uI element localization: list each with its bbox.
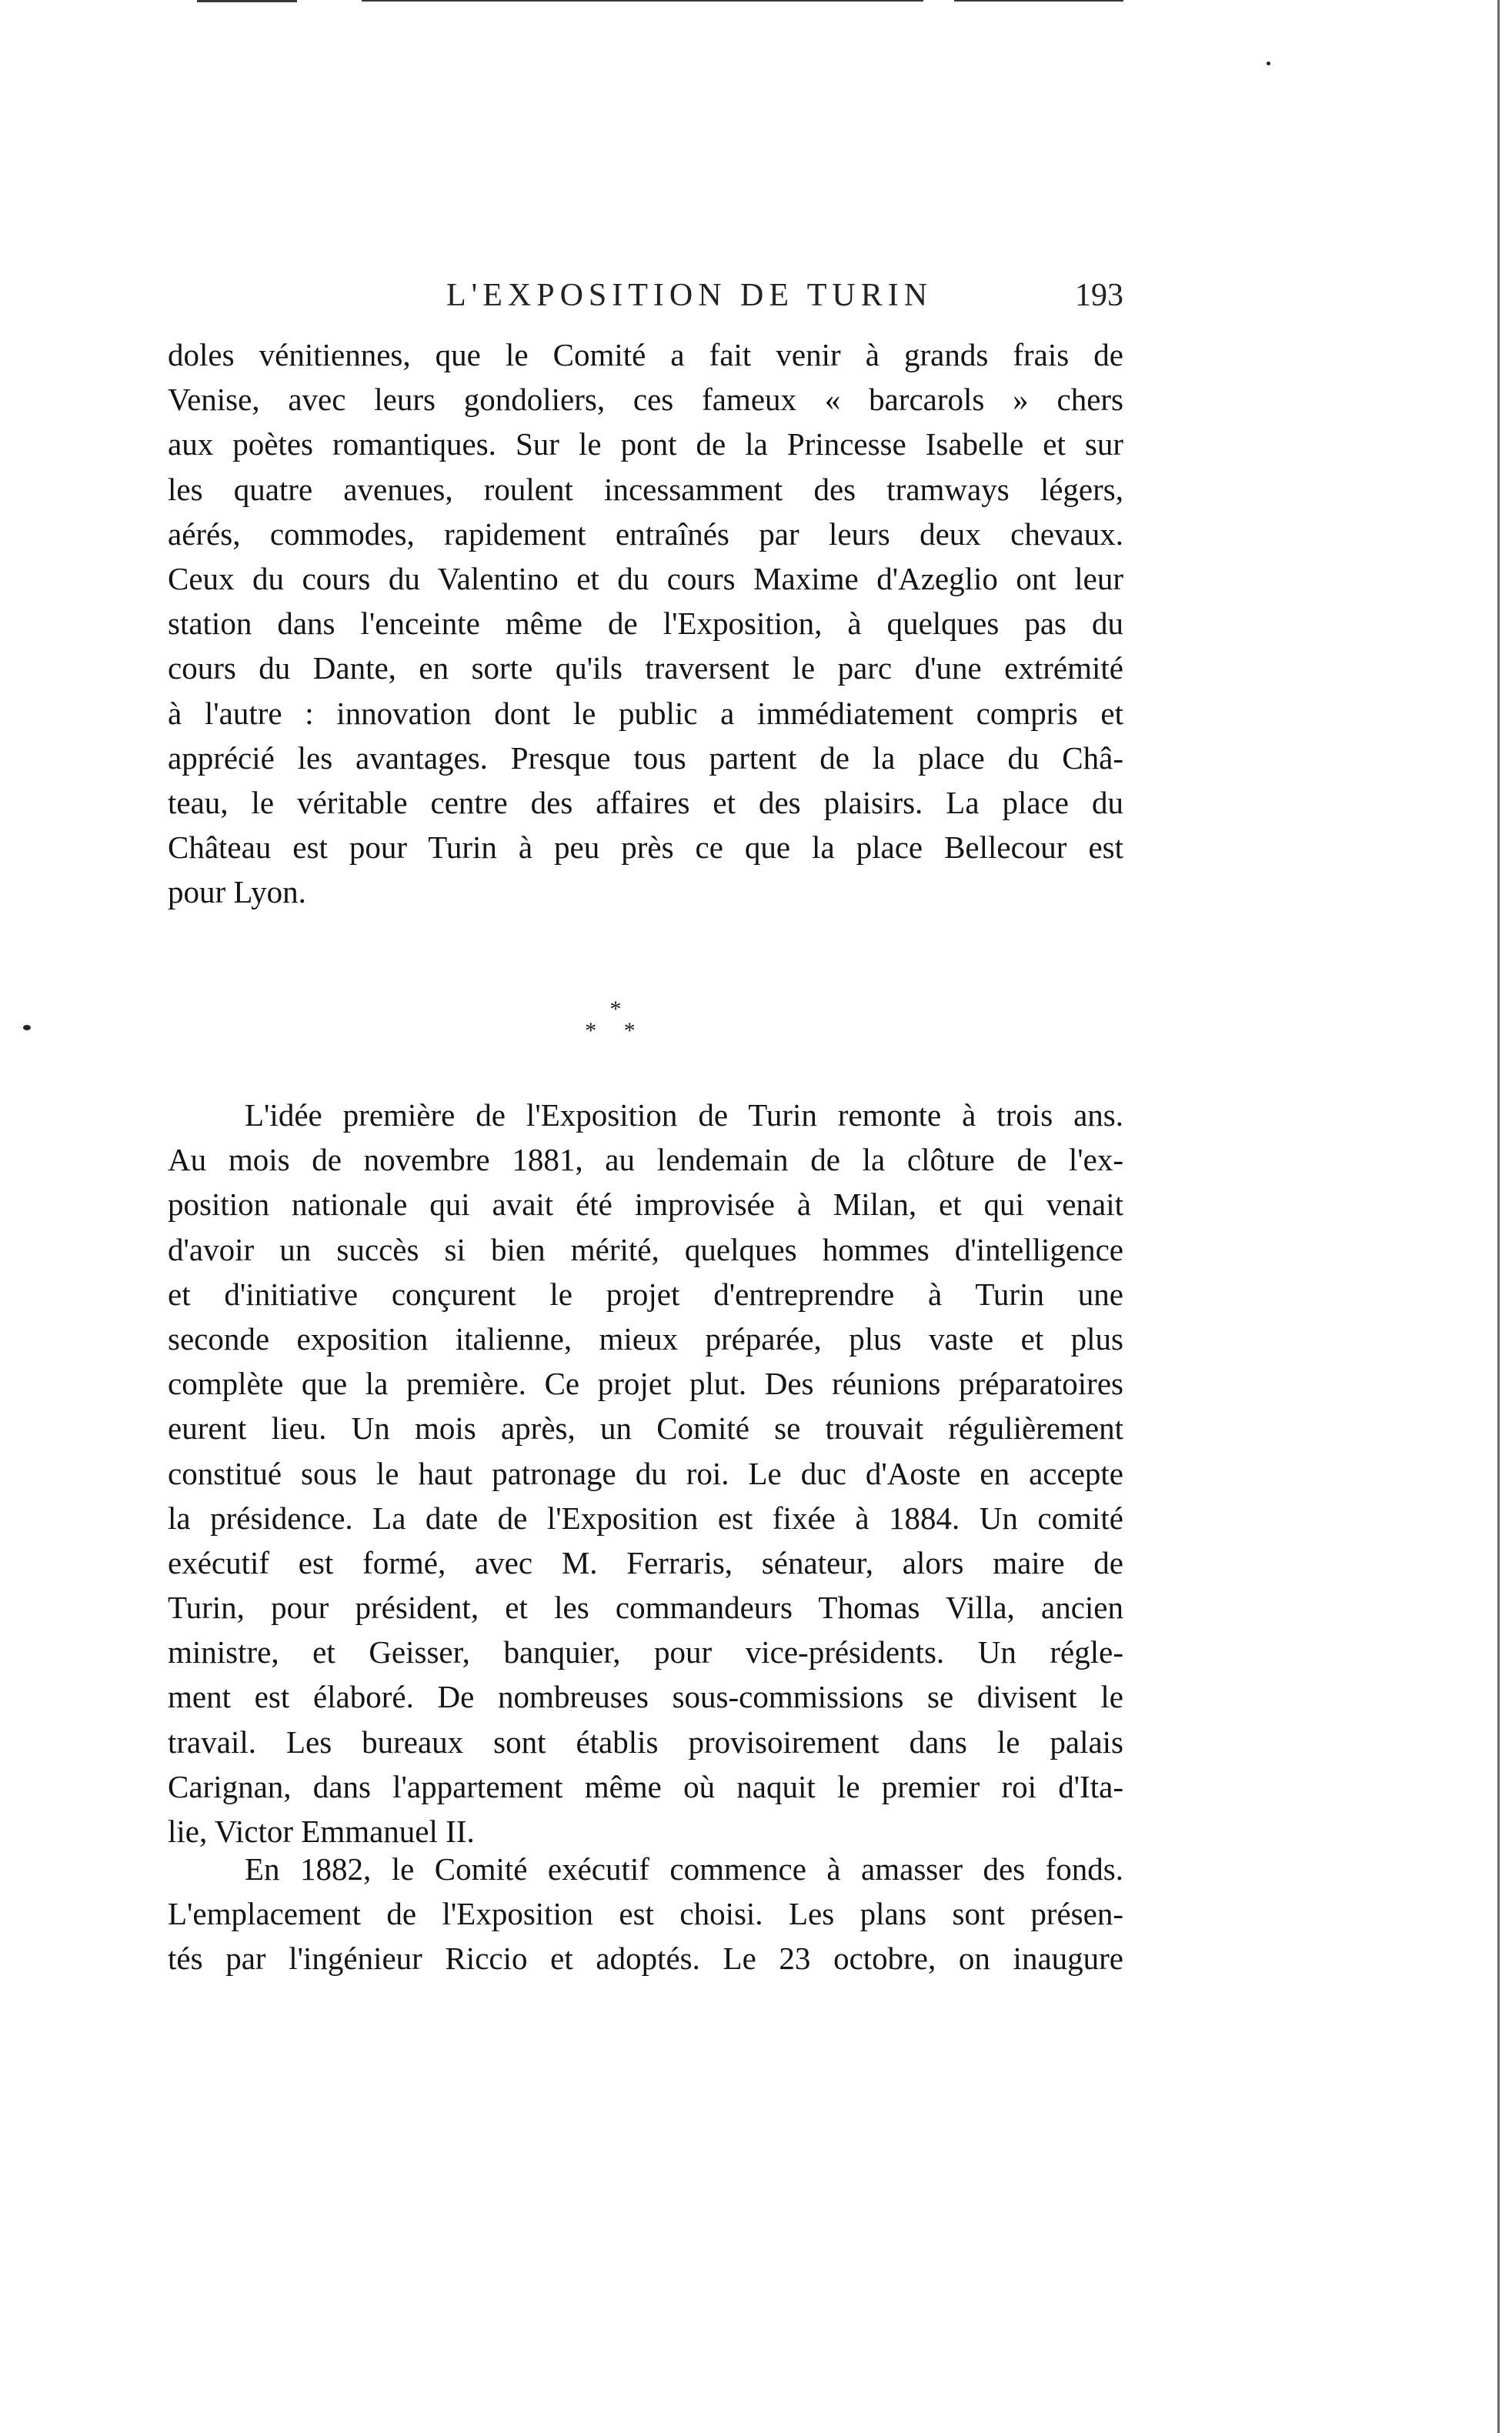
text-line: constitué sous le haut patronage du roi. Le duc d'Aoste en accepte	[168, 1455, 1123, 1491]
text-line: la présidence. La date de l'Exposition est fixée à 1884. Un comité	[168, 1500, 1123, 1536]
scan-edge-line-top-mid	[362, 0, 923, 2]
text-line: travail. Les bureaux sont établis provisoirement dans le palais	[168, 1724, 1123, 1760]
scan-edge-line-top-right	[954, 0, 1123, 2]
text-line: L'idée première de l'Exposition de Turin remonte à trois ans.	[245, 1097, 1123, 1133]
text-line: teau, le véritable centre des affaires et des plaisirs. La place du	[168, 784, 1123, 820]
text-line: lie, Victor Emmanuel II.	[168, 1814, 475, 1849]
running-header	[446, 277, 1123, 323]
text-line: doles vénitiennes, que le Comité a fait venir à grands frais de	[168, 337, 1123, 372]
text-line: station dans l'enceinte même de l'Exposition, à quelques pas du	[168, 606, 1123, 642]
text-line: eurent lieu. Un mois après, un Comité se trouvait régulièrement	[168, 1410, 1123, 1447]
text-line: Au mois de novembre 1881, au lendemain de la clôture de l'ex-	[168, 1142, 1123, 1178]
text-line: et d'initiative conçurent le projet d'entreprendre à Turin une	[168, 1276, 1123, 1312]
text-line: d'avoir un succès si bien mérité, quelques hommes d'intelligence	[168, 1231, 1123, 1267]
text-line: ministre, et Geisser, banquier, pour vice-présidents. Un régle-	[168, 1634, 1123, 1670]
text-line: position nationale qui avait été improvisée à Milan, et qui venait	[168, 1186, 1123, 1223]
text-line: Turin, pour président, et les commandeurs Thomas Villa, ancien	[168, 1590, 1123, 1626]
section-asterism	[539, 996, 693, 1060]
text-line: les quatre avenues, roulent incessamment des tramways légers,	[168, 471, 1123, 507]
scan-edge-line-top-left	[197, 0, 297, 2]
text-line: ment est élaboré. De nombreuses sous-commissions se divisent le	[168, 1679, 1123, 1715]
paragraph-exposition-origin	[168, 1093, 1123, 1854]
asterism-bottom: * *	[585, 1018, 646, 1043]
text-line: aérés, commodes, rapidement entraînés par leurs deux chevaux.	[168, 516, 1123, 552]
text-line: cours du Dante, en sorte qu'ils traversent le parc d'une extrémité	[168, 650, 1123, 686]
scan-speck-top-right	[1267, 62, 1270, 65]
text-line: complète que la première. Ce projet plut. Des réunions préparatoires	[168, 1366, 1123, 1402]
text-line: pour Lyon.	[168, 874, 306, 910]
text-line: aux poètes romantiques. Sur le pont de la Princesse Isabelle et sur	[168, 426, 1123, 462]
text-line: seconde exposition italienne, mieux préparée, plus vaste et plus	[168, 1320, 1123, 1357]
text-line: Carignan, dans l'appartement même où naquit le premier roi d'Ita-	[168, 1768, 1123, 1804]
paragraph-continued	[168, 332, 1123, 914]
text-line: apprécié les avantages. Presque tous partent de la place du Châ-	[168, 739, 1123, 776]
text-line: Château est pour Turin à peu près ce que la place Bellecour est	[168, 829, 1123, 866]
text-line: L'emplacement de l'Exposition est choisi. Les plans sont présen-	[168, 1896, 1123, 1932]
text-line: exécutif est formé, avec M. Ferraris, sénateur, alors maire de	[168, 1544, 1123, 1580]
text-line: Ceux du cours du Valentino et du cours Maxime d'Azeglio ont leur	[168, 560, 1123, 596]
text-line: tés par l'ingénieur Riccio et adoptés. Le 23 octobre, on inaugure	[168, 1941, 1123, 1977]
text-line: Venise, avec leurs gondoliers, ces fameux « barcarols » chers	[168, 382, 1123, 418]
scan-edge-line-right	[1497, 0, 1500, 2433]
text-line: à l'autre : innovation dont le public a immédiatement compris et	[168, 695, 1123, 731]
running-title: L'EXPOSITION DE TURIN	[446, 278, 933, 313]
page-number: 193	[1075, 278, 1123, 313]
scan-speck-left-margin	[23, 1025, 31, 1030]
text-line: En 1882, le Comité exécutif commence à amasser des fonds.	[245, 1851, 1123, 1887]
paragraph-1882	[168, 1847, 1123, 1981]
asterism-top: *	[609, 996, 622, 1022]
